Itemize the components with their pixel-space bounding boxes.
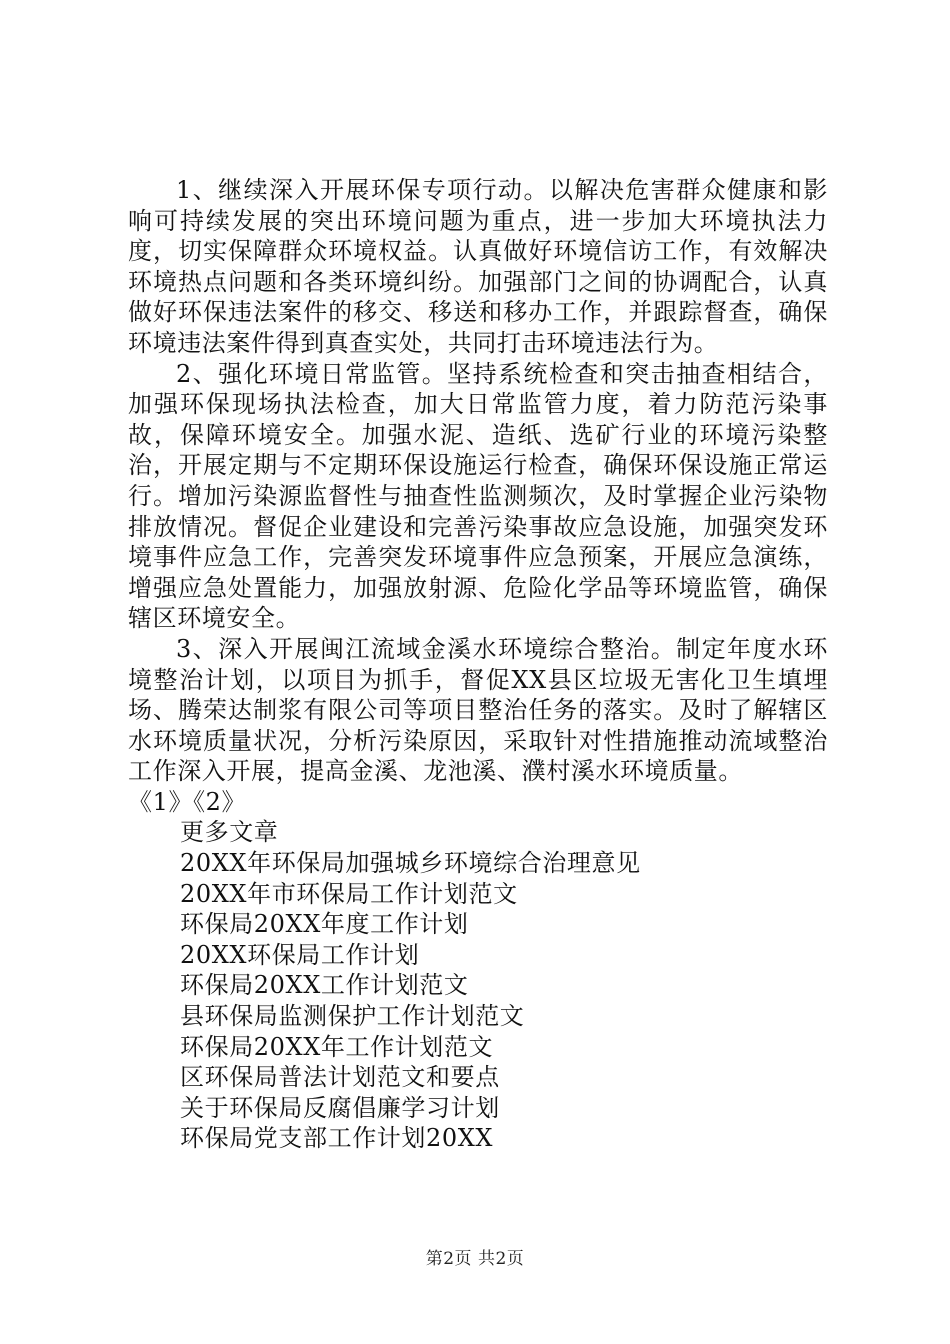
paragraph-2: 2、强化环境日常监管。坚持系统检查和突击抽查相结合，加强环保现场执法检查，加大日常监管力度，着力防范污染事故，保障环境安全。加强水泥、造纸、选矿行业的环境污染整治，开展定期与不定期环保设施运行检查，确保环保设施正常运行。增加污染源监督性与抽查性监测频次，及时掌握企业污染物排放情况。督促企业建设和完善污染事故应急设施，加强突发环境事件应急工作，完善突发环境事件应急预案，开展应急演练，增强应急处置能力，加强放射源、危险化学品等环境监管，确保辖区环境安全。 <box>128 359 828 633</box>
article-link[interactable]: 20XX年环保局加强城乡环境综合治理意见 <box>180 849 641 878</box>
page-footer: 第2页 共2页 <box>425 1249 525 1269</box>
article-link[interactable]: 环保局20XX工作计划范文 <box>180 971 469 1000</box>
page-links[interactable]: 《1》《2》 <box>128 787 247 816</box>
article-link[interactable]: 20XX环保局工作计划 <box>180 940 420 969</box>
article-link[interactable]: 环保局20XX年工作计划范文 <box>180 1032 494 1061</box>
more-articles-list <box>128 848 828 1154</box>
article-link[interactable]: 关于环保局反腐倡廉学习计划 <box>180 1093 500 1122</box>
paragraph-3: 3、深入开展闽江流域金溪水环境综合整治。制定年度水环境整治计划，以项目为抓手，督促XX县区垃圾无害化卫生填埋场、腾荣达制浆有限公司等项目整治任务的落实。及时了解辖区水环境质量状况，分析污染原因，采取针对性措施推动流域整治工作深入开展，提高金溪、龙池溪、濮村溪水环境质量。 <box>128 634 828 786</box>
article-link[interactable]: 县环保局监测保护工作计划范文 <box>180 1002 525 1031</box>
article-link[interactable]: 区环保局普法计划范文和要点 <box>180 1063 500 1092</box>
document-body <box>128 175 828 1154</box>
article-link[interactable]: 环保局20XX年度工作计划 <box>180 910 469 939</box>
article-link[interactable]: 20XX年市环保局工作计划范文 <box>180 879 518 908</box>
more-articles-heading: 更多文章 <box>180 818 279 847</box>
paragraph-1: 1、继续深入开展环保专项行动。以解决危害群众健康和影响可持续发展的突出环境问题为重点，进一步加大环境执法力度，切实保障群众环境权益。认真做好环境信访工作，有效解决环境热点问题和各类环境纠纷。加强部门之间的协调配合，认真做好环保违法案件的移交、移送和移办工作，并跟踪督查，确保环境违法案件得到真查实处，共同打击环境违法行为。 <box>128 176 828 357</box>
article-link[interactable]: 环保局党支部工作计划20XX <box>180 1124 494 1153</box>
